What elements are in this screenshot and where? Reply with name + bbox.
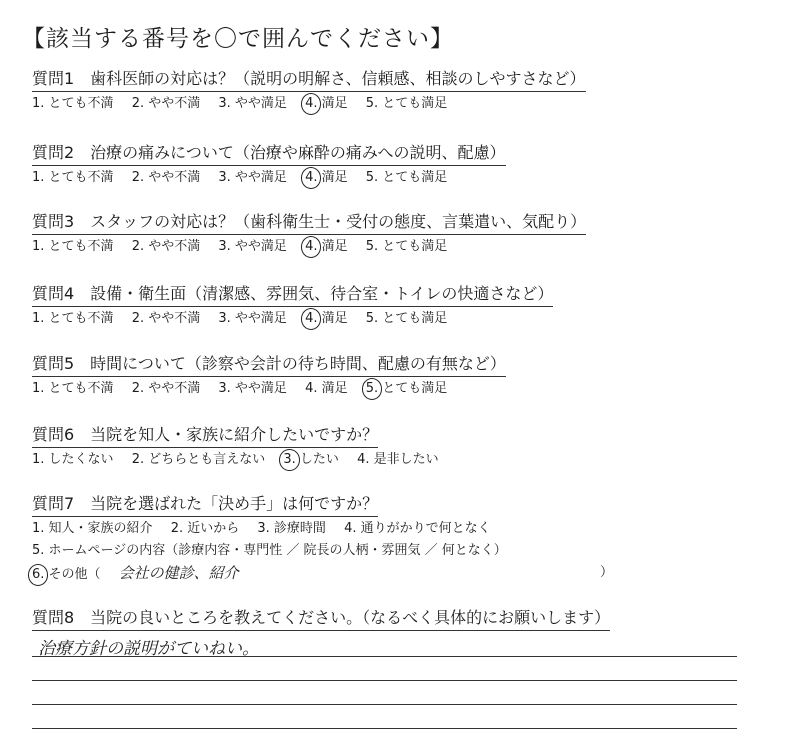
question-4-options (32, 309, 672, 329)
option-1[interactable]: 1. とても不満 (32, 239, 114, 254)
option-3[interactable]: 3. やや満足 (218, 96, 287, 111)
circle-mark: 4. (301, 93, 321, 115)
option-3[interactable]: 3. やや満足 (218, 311, 287, 326)
option-2[interactable]: 2. やや不満 (131, 170, 201, 185)
handwritten-other: 会社の健診、紹介 (118, 564, 239, 582)
option-1[interactable]: 1. したくない (32, 452, 114, 467)
circle-mark: 4. (301, 308, 321, 330)
question-6-options (32, 450, 672, 470)
circle-mark: 4. (301, 236, 321, 258)
paren-close: ） (600, 565, 614, 580)
option-2[interactable]: 2. どちらとも言えない (131, 452, 266, 467)
option-3-label: したい (299, 452, 339, 467)
question-6 (32, 424, 672, 470)
question-7-options-line1 (32, 519, 732, 539)
circle-mark: 4. (301, 167, 321, 189)
option-4-label: 満足 (321, 96, 348, 111)
circle-mark: 3. (279, 449, 299, 471)
option-4-label: 満足 (321, 311, 348, 326)
question-4-text: 質問4 設備・衛生面（清潔感、雰囲気、待合室・トイレの快適さなど） (32, 283, 553, 307)
handwritten-answer: 治療方針の説明がていねい。 (38, 639, 259, 659)
option-3[interactable]: 3. やや満足 (218, 170, 287, 185)
question-4 (32, 283, 672, 329)
option-4-label: 満足 (321, 239, 348, 254)
question-3-text: 質問3 スタッフの対応は？（歯科衛生士・受付の態度、言葉遣い、気配り） (32, 211, 586, 235)
option-5-label: とても満足 (382, 381, 448, 396)
option-6-circled[interactable] (32, 565, 101, 585)
answer-line-2[interactable] (32, 680, 737, 681)
option-2[interactable]: 2. やや不満 (131, 239, 201, 254)
option-4-circled[interactable] (305, 309, 348, 329)
option-1[interactable]: 1. 知人・家族の紹介 (32, 521, 153, 536)
question-5-text: 質問5 時間について（診察や会計の待ち時間、配慮の有無など） (32, 353, 506, 377)
option-4-label: 満足 (321, 170, 348, 185)
option-3[interactable]: 3. 診療時間 (257, 521, 326, 536)
question-6-text: 質問6 当院を知人・家族に紹介したいですか？ (32, 424, 378, 448)
option-3-circled[interactable] (283, 450, 339, 470)
option-5[interactable]: 5. とても満足 (365, 170, 448, 185)
question-7-options-line2 (32, 541, 732, 561)
option-2[interactable]: 2. やや不満 (131, 381, 201, 396)
question-3 (32, 211, 672, 257)
option-6-label: その他（ (48, 567, 101, 582)
question-7-text: 質問7 当院を選ばれた「決め手」は何ですか？ (32, 493, 378, 517)
question-7 (32, 493, 732, 585)
answer-line-3[interactable] (32, 704, 737, 705)
option-4[interactable]: 4. 是非したい (357, 452, 439, 467)
option-5[interactable]: 5. ホームページの内容（診療内容・専門性 ／ 院長の人柄・雰囲気 ／ 何となく） (32, 543, 507, 558)
circle-mark: 5. (362, 378, 382, 400)
option-2[interactable]: 2. やや不満 (131, 96, 201, 111)
option-4[interactable]: 4. 通りがかりで何となく (344, 521, 491, 536)
question-8-text: 質問8 当院の良いところを教えてください。（なるべく具体的にお願いします） (32, 607, 610, 631)
option-2[interactable]: 2. やや不満 (131, 311, 201, 326)
question-1-text: 質問1 歯科医師の対応は？（説明の明解さ、信頼感、相談のしやすさなど） (32, 68, 586, 92)
option-5[interactable]: 5. とても満足 (365, 311, 448, 326)
option-4-circled[interactable] (305, 94, 348, 114)
option-4-circled[interactable] (305, 168, 348, 188)
question-1 (32, 68, 672, 114)
option-4[interactable]: 4. 満足 (305, 381, 348, 396)
option-1[interactable]: 1. とても不満 (32, 381, 114, 396)
option-3[interactable]: 3. やや満足 (218, 239, 287, 254)
question-8 (32, 607, 737, 631)
question-1-options (32, 94, 672, 114)
survey-title: 【該当する番号を〇で囲んでください】 (22, 26, 454, 52)
question-2 (32, 142, 672, 188)
option-5[interactable]: 5. とても満足 (365, 239, 448, 254)
option-5-circled[interactable] (366, 379, 448, 399)
option-3[interactable]: 3. やや満足 (218, 381, 287, 396)
option-1[interactable]: 1. とても不満 (32, 311, 114, 326)
question-5 (32, 353, 672, 399)
circle-mark: 6. (28, 564, 48, 586)
question-2-options (32, 168, 672, 188)
question-7-options-line3 (32, 563, 732, 585)
option-1[interactable]: 1. とても不満 (32, 96, 114, 111)
option-1[interactable]: 1. とても不満 (32, 170, 114, 185)
question-5-options (32, 379, 672, 399)
option-4-circled[interactable] (305, 237, 348, 257)
question-3-options (32, 237, 672, 257)
option-2[interactable]: 2. 近いから (170, 521, 240, 536)
answer-line-4[interactable] (32, 728, 737, 729)
option-5[interactable]: 5. とても満足 (365, 96, 448, 111)
question-2-text: 質問2 治療の痛みについて（治療や麻酔の痛みへの説明、配慮） (32, 142, 506, 166)
